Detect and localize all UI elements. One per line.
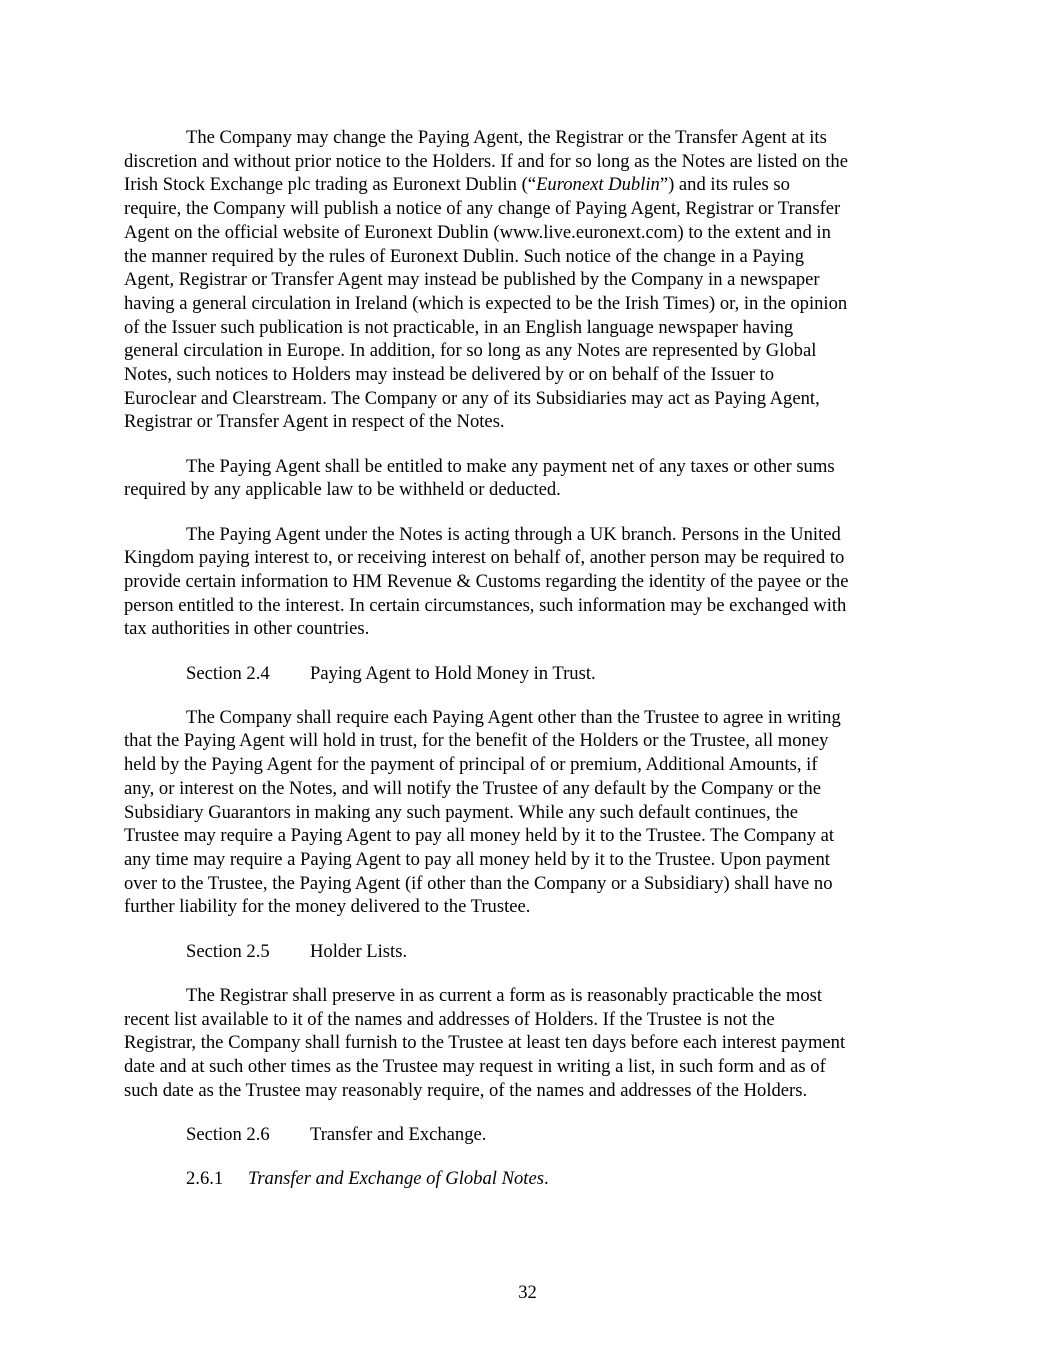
text-line: Trustee may require a Paying Agent to pay all money held by it to the Trustee. The Company at [124, 825, 835, 847]
text-line: Agent on the official website of Euronext Dublin (www.live.euronext.com) to the extent and in [124, 221, 831, 243]
paragraph-hold-money-in-trust [124, 706, 934, 919]
text-line: The Paying Agent under the Notes is acting through a UK branch. Persons in the United [186, 523, 841, 545]
subsection-title: Transfer and Exchange of Global Notes [248, 1168, 544, 1190]
text-line: the manner required by the rules of Euronext Dublin. Such notice of the change in a Paying [124, 245, 805, 267]
text-line: The Company shall require each Paying Agent other than the Trustee to agree in writing [186, 706, 841, 728]
section-title: Transfer and Exchange. [310, 1123, 487, 1145]
section-heading-2-5 [124, 940, 934, 964]
text-line: Agent, Registrar or Transfer Agent may instead be published by the Company in a newspaper [124, 269, 820, 291]
paragraph-paying-agent-net-payment [124, 455, 934, 502]
page-number: 32 [518, 1282, 537, 1303]
text-line: The Registrar shall preserve in as current a form as is reasonably practicable the most [186, 984, 823, 1006]
text-line: person entitled to the interest. In certain circumstances, such information may be exchanged with [124, 594, 847, 616]
text-line: any, or interest on the Notes, and will notify the Trustee of any default by the Company or the [124, 777, 821, 799]
section-title: Paying Agent to Hold Money in Trust. [310, 662, 596, 684]
text-line: provide certain information to HM Revenue & Customs regarding the identity of the payee or the [124, 570, 849, 592]
subsection-title-period: . [543, 1168, 549, 1190]
text-line: discretion and without prior notice to the Holders. If and for so long as the Notes are listed on the [124, 150, 848, 172]
subsection-heading-2-6-1 [124, 1167, 934, 1191]
text-line: The Paying Agent shall be entitled to make any payment net of any taxes or other sums [186, 455, 835, 477]
text-line: such date as the Trustee may reasonably require, of the names and addresses of the Holders. [124, 1079, 808, 1101]
section-title: Holder Lists. [310, 940, 408, 962]
paragraph-holder-lists [124, 984, 934, 1103]
section-number: Section 2.6 [186, 1123, 270, 1145]
text-line: Euroclear and Clearstream. The Company or any of its Subsidiaries may act as Paying Agent, [124, 387, 820, 409]
text-line: over to the Trustee, the Paying Agent (if other than the Company or a Subsidiary) shall have no [124, 872, 833, 894]
text-line: The Company may change the Paying Agent, the Registrar or the Transfer Agent at its [186, 127, 827, 148]
text-line: Subsidiary Guarantors in making any such payment. While any such default continues, the [124, 801, 799, 823]
text-line: Notes, such notices to Holders may instead be delivered by or on behalf of the Issuer to [124, 364, 775, 386]
text-line: of the Issuer such publication is not practicable, in an English language newspaper having [124, 316, 794, 338]
text-line: that the Paying Agent will hold in trust, for the benefit of the Holders or the Trustee, all money [124, 730, 829, 752]
text-line: having a general circulation in Ireland (which is expected to be the Irish Times) or, in the opinion [124, 292, 848, 314]
text-line: required by any applicable law to be withheld or deducted. [124, 479, 561, 501]
text-line: tax authorities in other countries. [124, 618, 370, 640]
section-number: Section 2.5 [186, 940, 270, 962]
text-line: held by the Paying Agent for the payment of principal of or premium, Additional Amounts, if [124, 754, 818, 776]
text-line: date and at such other times as the Trustee may request in writing a list, in such form and as of [124, 1055, 826, 1077]
text-line: general circulation in Europe. In addition, for so long as any Notes are represented by Global [124, 340, 817, 362]
text-line-euronext: Irish Stock Exchange plc trading as Euronext Dublin (“Euronext Dublin”) and its rules so [124, 174, 790, 196]
text-line: recent list available to it of the names and addresses of Holders. If the Trustee is not the [124, 1008, 775, 1030]
subsection-number: 2.6.1 [186, 1168, 224, 1190]
text-line: require, the Company will publish a notice of any change of Paying Agent, Registrar or Transfer [124, 198, 841, 220]
section-heading-2-4 [124, 662, 934, 686]
text-line: Registrar or Transfer Agent in respect of the Notes. [124, 411, 505, 433]
defined-term-euronext-dublin: Euronext Dublin [536, 174, 660, 196]
document-page [124, 126, 934, 1211]
section-number: Section 2.4 [186, 662, 270, 684]
text-line: further liability for the money delivered to the Trustee. [124, 896, 531, 918]
text-line: Kingdom paying interest to, or receiving interest on behalf of, another person may be required to [124, 547, 845, 569]
text-line: any time may require a Paying Agent to pay all money held by it to the Trustee. Upon payment [124, 848, 830, 870]
text-line: Registrar, the Company shall furnish to the Trustee at least ten days before each interest payment [124, 1032, 846, 1054]
paragraph-paying-agent-change [124, 126, 934, 434]
paragraph-uk-branch [124, 523, 934, 642]
section-heading-2-6 [124, 1123, 934, 1147]
